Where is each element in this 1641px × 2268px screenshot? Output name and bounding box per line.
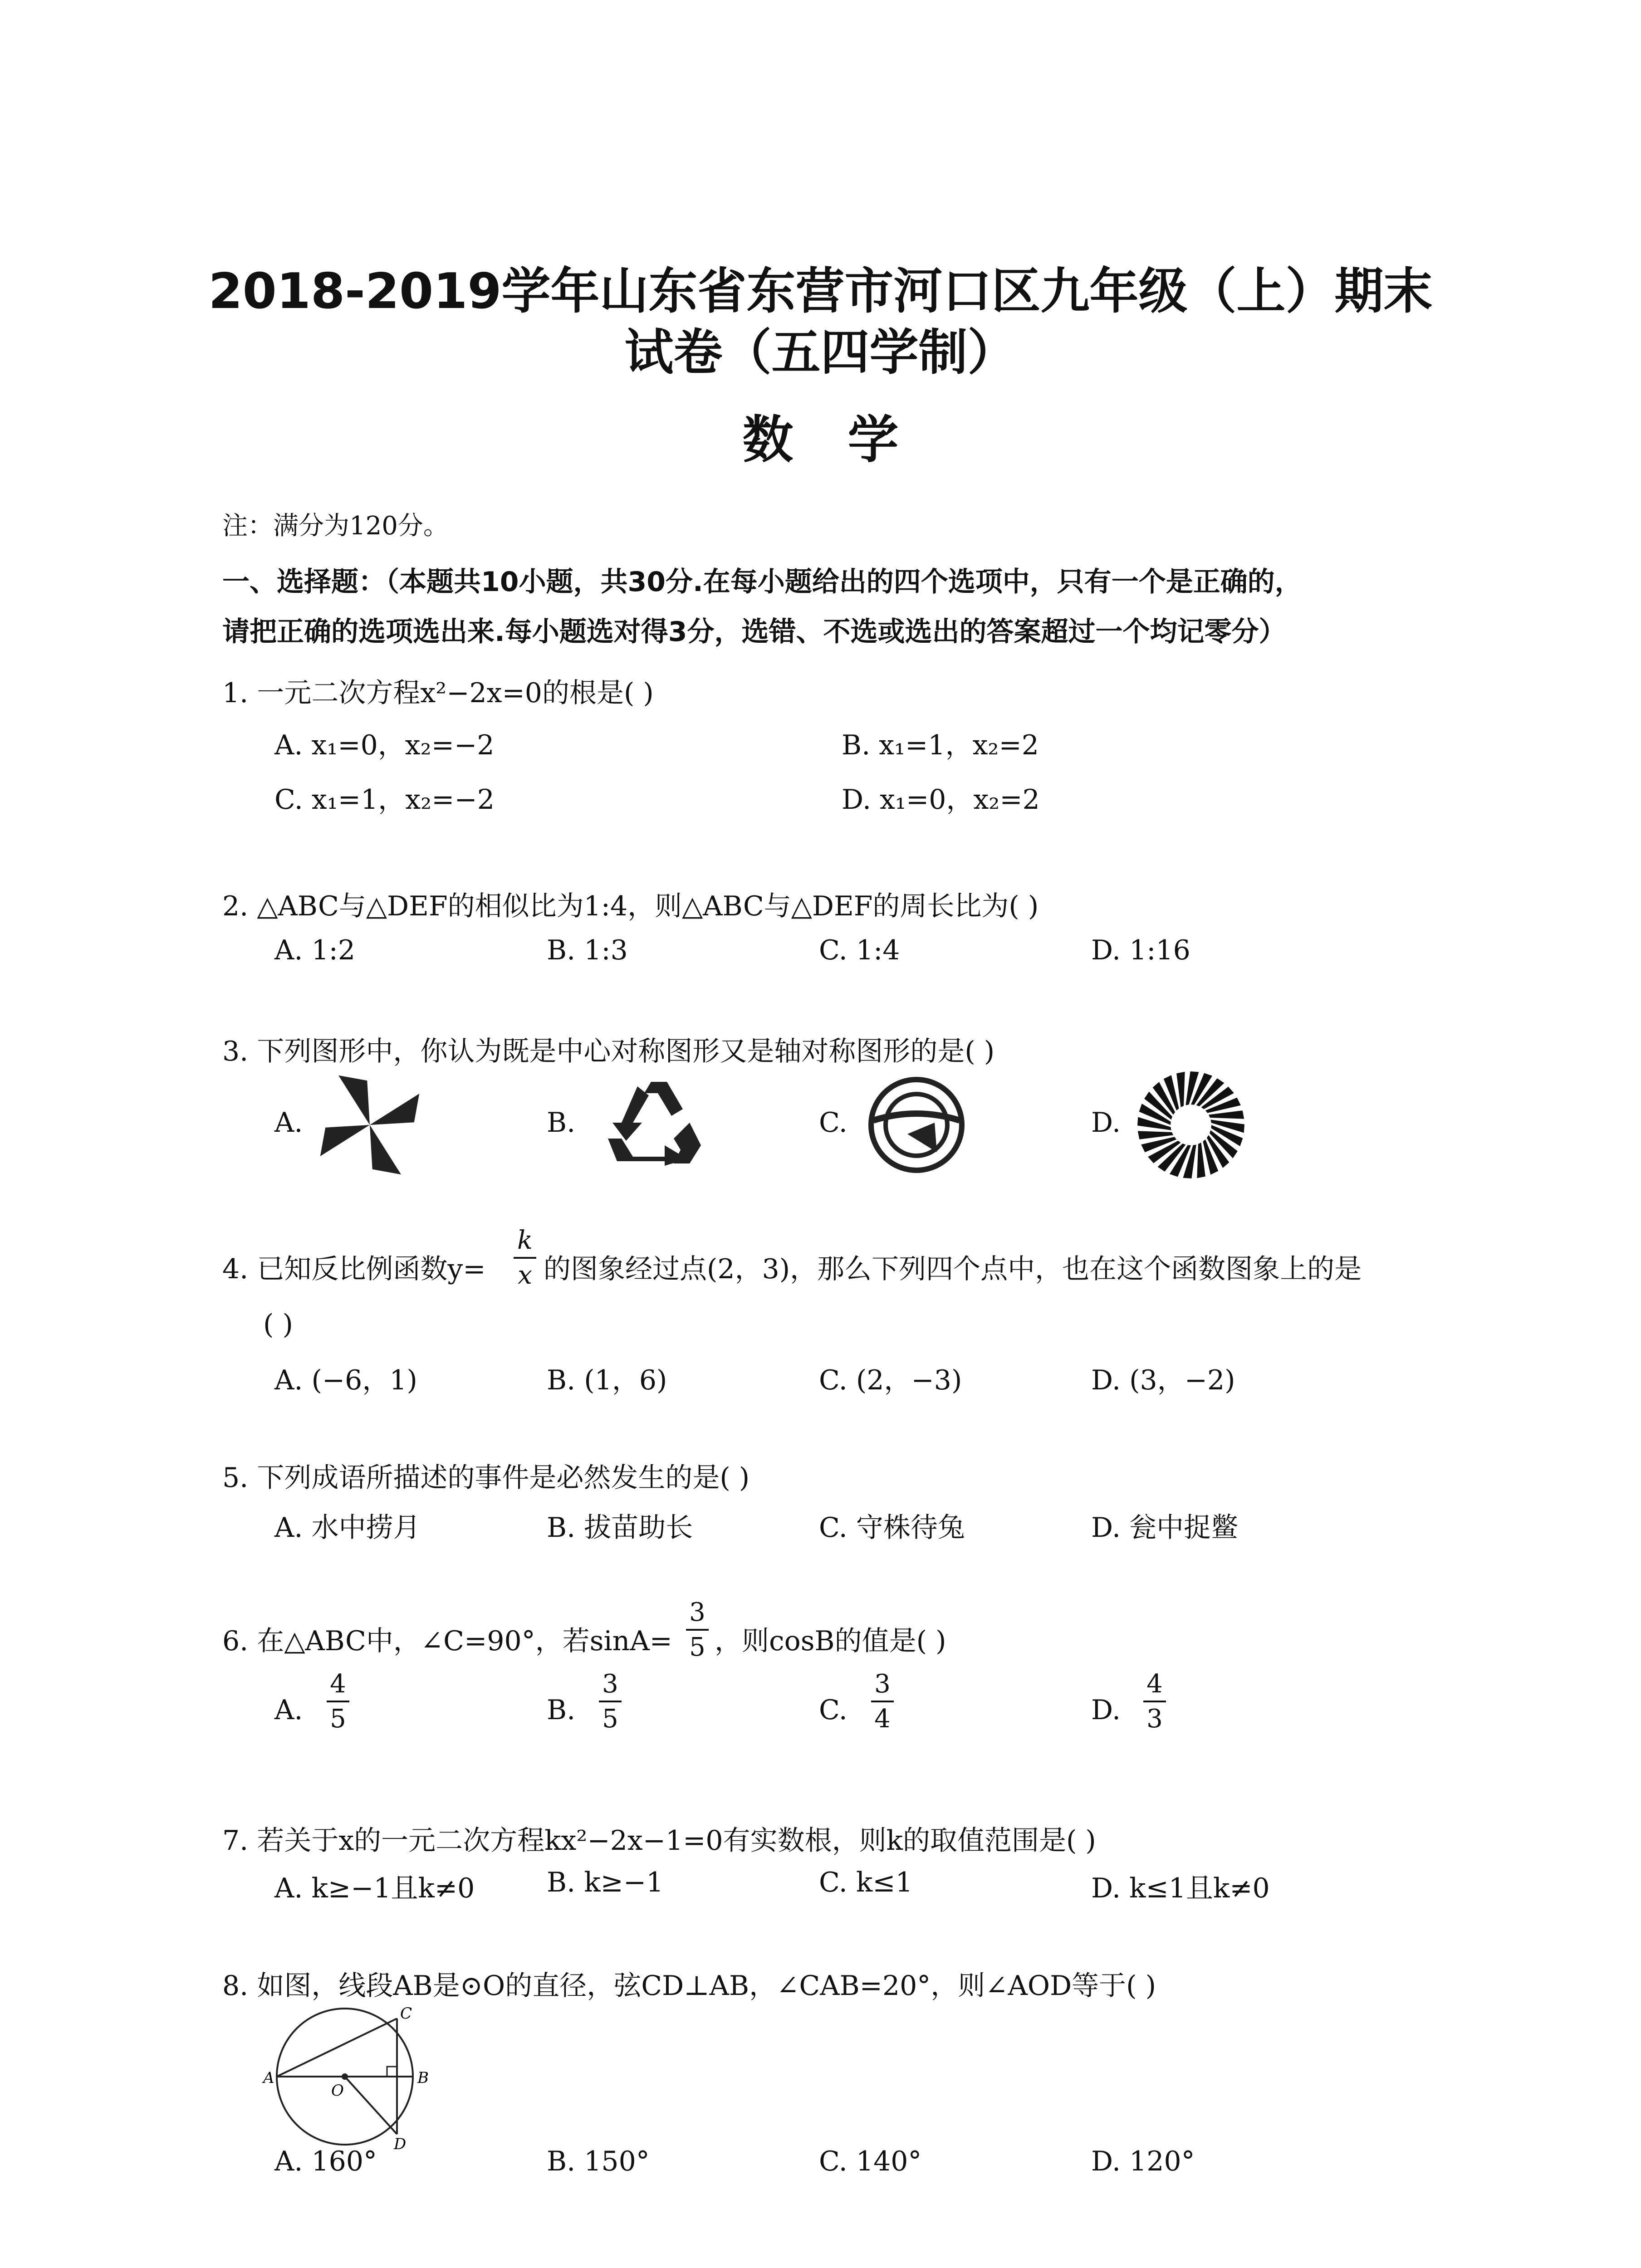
question-6-option-a-label: A. <box>274 1694 303 1726</box>
question-4-fraction <box>514 1226 536 1290</box>
point-c-label: C <box>400 2004 412 2023</box>
fan-blade <box>1197 1143 1205 1178</box>
question-2-option-b: B. 1:3 <box>547 934 628 966</box>
fan-blade <box>1176 1072 1185 1107</box>
fraction-numerator: 4 <box>330 1669 346 1699</box>
question-5-option-b: B. 拔苗助长 <box>547 1512 693 1544</box>
question-6-stem-prefix: 6. 在△ABC中，∠C=90°，若sinA= <box>222 1625 672 1657</box>
question-2-option-c: C. 1:4 <box>819 934 900 966</box>
spiral-fan-figure <box>1134 1068 1248 1182</box>
question-7-stem: 7. 若关于x的一元二次方程kx²−2x−1=0有实数根，则k的取值范围是( ) <box>222 1825 1096 1857</box>
fraction-denominator: 5 <box>689 1633 705 1662</box>
exam-title-line1: 2018-2019学年山东省东营市河口区九年级（上）期末 <box>208 263 1433 320</box>
question-1-option-a: A. x₁=0，x₂=−2 <box>274 729 495 761</box>
question-6-option-c-label: C. <box>819 1694 847 1726</box>
fraction-numerator: 3 <box>689 1598 705 1627</box>
fraction-denominator: x <box>518 1261 532 1290</box>
question-7-option-a: A. k≥−1且k≠0 <box>274 1872 475 1904</box>
question-2-option-a: A. 1:2 <box>274 934 356 966</box>
question-8-option-c: C. 140° <box>819 2146 922 2177</box>
question-2-option-d: D. 1:16 <box>1091 934 1190 966</box>
question-5-option-a: A. 水中捞月 <box>274 1512 421 1544</box>
question-1-option-b: B. x₁=1，x₂=2 <box>842 729 1039 761</box>
question-7-option-d: D. k≤1且k≠0 <box>1091 1872 1270 1904</box>
question-7-option-c: C. k≤1 <box>819 1867 913 1898</box>
question-6-option-d-label: D. <box>1091 1694 1121 1726</box>
pinwheel-figure <box>318 1073 422 1177</box>
fraction-denominator: 4 <box>874 1704 891 1734</box>
recycle-figure <box>599 1077 703 1173</box>
subject-heading: 数学 <box>742 411 953 469</box>
point-o-label: O <box>331 2082 344 2100</box>
section1-instructions-line2: 请把正确的选项选出来.每小题选对得3分，选错、不选或选出的答案超过一个均记零分） <box>222 616 1286 648</box>
question-6-stem-suffix: ，则cosB的值是( ) <box>715 1625 946 1657</box>
question-6-option-c-fraction <box>871 1669 894 1734</box>
question-3-option-b: B. <box>547 1107 576 1139</box>
fraction-denominator: 5 <box>602 1704 618 1734</box>
fraction-numerator: 4 <box>1146 1669 1163 1699</box>
question-3-option-d: D. <box>1091 1107 1121 1139</box>
question-4-stem-prefix: 4. 已知反比例函数y= <box>222 1253 486 1285</box>
question-1-option-c: C. x₁=1，x₂=−2 <box>274 784 495 816</box>
question-6-option-a-fraction <box>327 1669 349 1734</box>
fan-blade <box>1209 1110 1244 1119</box>
point-b-label: B <box>417 2069 429 2087</box>
question-3-option-a: A. <box>274 1107 303 1139</box>
fraction-denominator: 3 <box>1146 1704 1163 1734</box>
question-3-option-c: C. <box>819 1107 847 1139</box>
question-4-option-b: B. (1，6) <box>547 1364 667 1396</box>
question-8-option-a: A. 160° <box>274 2146 377 2177</box>
question-8-stem: 8. 如图，线段AB是⊙O的直径，弦CD⊥AB，∠CAB=20°，则∠AOD等于( ) <box>222 1970 1156 2002</box>
question-7-option-b: B. k≥−1 <box>547 1867 664 1898</box>
fraction-numerator: k <box>517 1226 533 1255</box>
question-5-stem: 5. 下列成语所描述的事件是必然发生的是( ) <box>222 1462 750 1494</box>
question-8-option-d: D. 120° <box>1091 2146 1195 2177</box>
point-d-label: D <box>394 2135 407 2150</box>
question-1-stem: 1. 一元二次方程x²−2x=0的根是( ) <box>222 677 654 709</box>
point-a-label: A <box>263 2069 274 2087</box>
fraction-numerator: 3 <box>602 1669 618 1699</box>
question-6-option-b-fraction <box>599 1669 622 1734</box>
question-5-option-d: D. 瓮中捉鳖 <box>1091 1512 1239 1544</box>
question-4-option-d: D. (3，−2) <box>1091 1364 1235 1396</box>
exam-title-line2: 试卷（五四学制） <box>624 324 1017 381</box>
fraction-denominator: 5 <box>330 1704 346 1734</box>
question-6-fraction <box>686 1598 709 1662</box>
fan-blade <box>1138 1131 1173 1139</box>
question-6-option-b-label: B. <box>547 1694 576 1726</box>
question-2-stem: 2. △ABC与△DEF的相似比为1:4，则△ABC与△DEF的周长比为( ) <box>222 890 1039 922</box>
question-6-option-d-fraction <box>1143 1669 1166 1734</box>
question-4-stem-suffix: 的图象经过点(2，3)，那么下列四个点中，也在这个函数图象上的是 <box>544 1253 1362 1285</box>
question-8-option-b: B. 150° <box>547 2146 650 2177</box>
question-5-option-c: C. 守株待兔 <box>819 1512 965 1544</box>
question-4-stem-line2: ( ) <box>263 1309 293 1340</box>
question-4-option-a: A. (−6，1) <box>274 1364 417 1396</box>
fraction-numerator: 3 <box>874 1669 891 1699</box>
question-4-option-c: C. (2，−3) <box>819 1364 962 1396</box>
score-note: 注：满分为120分。 <box>222 511 449 541</box>
question-1-option-d: D. x₁=0，x₂=2 <box>842 784 1040 816</box>
question-3-stem: 3. 下列图形中，你认为既是中心对称图形又是轴对称图形的是( ) <box>222 1036 995 1067</box>
section1-instructions-line1: 一、选择题：（本题共10小题，共30分.在每小题给出的四个选项中，只有一个是正确的， <box>222 566 1302 598</box>
ring-logo-figure <box>867 1075 966 1175</box>
circle-diagram <box>259 2000 449 2150</box>
